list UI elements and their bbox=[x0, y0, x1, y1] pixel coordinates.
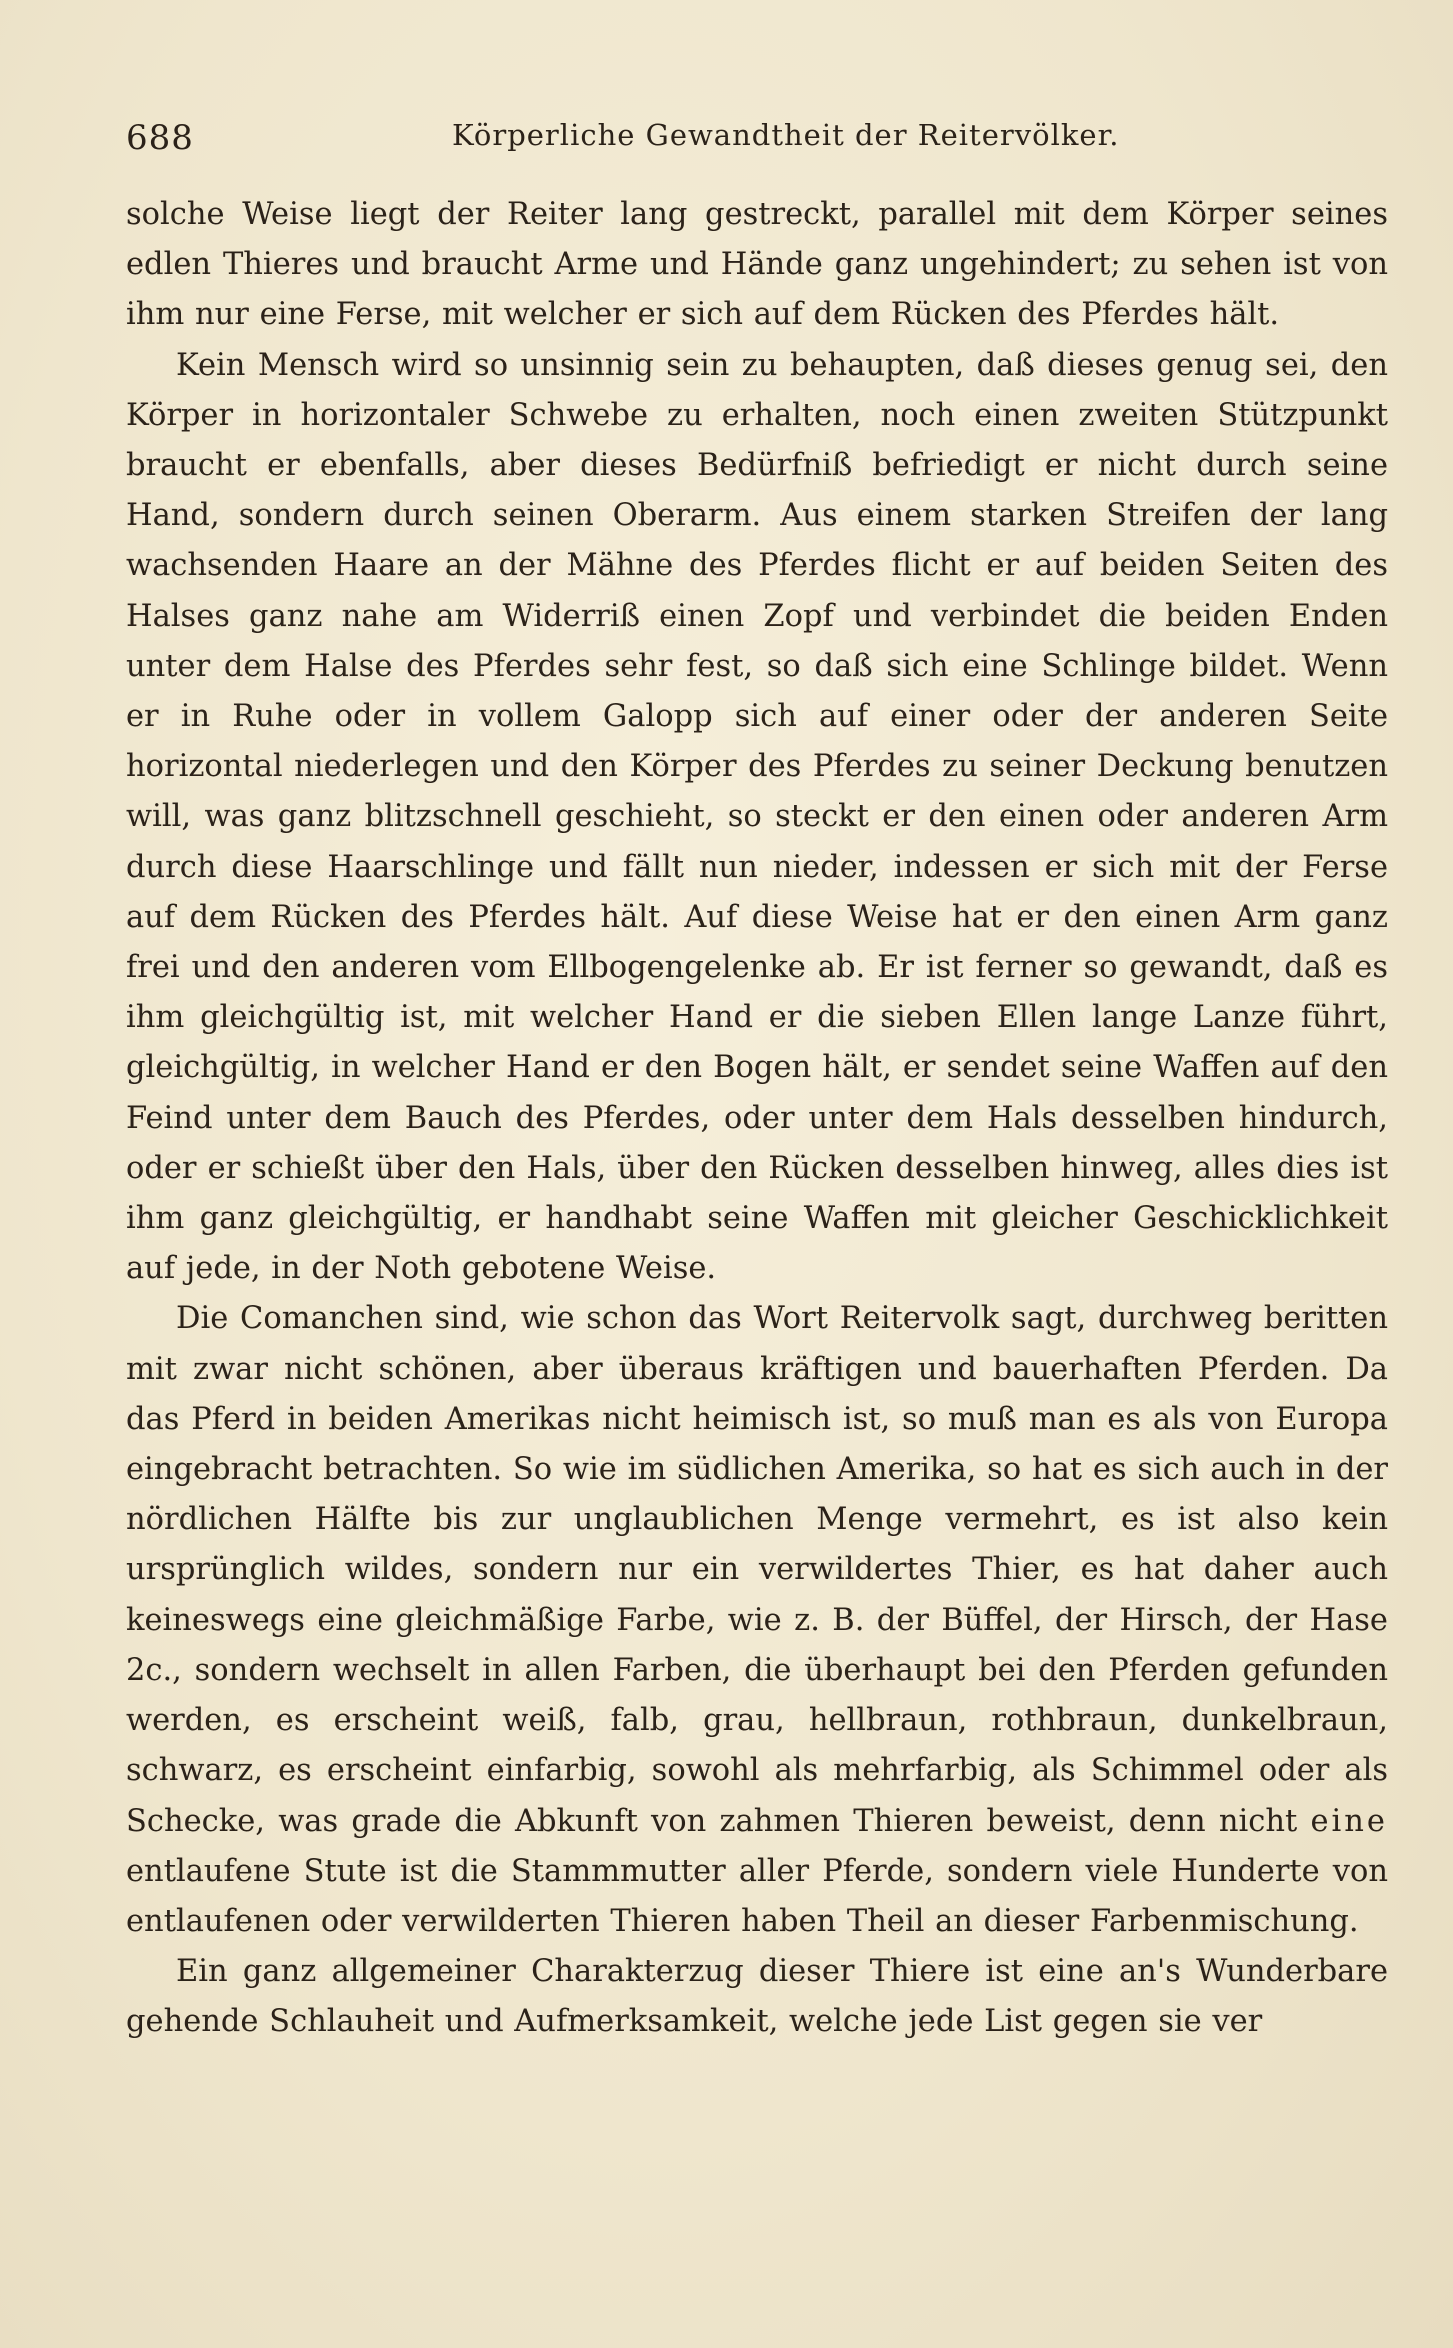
running-title: Körperliche Gewandtheit der Reitervölker. bbox=[452, 118, 1120, 152]
paragraph-3-text-after: entlaufene Stute ist die Stammmutter aller Pferde, sondern viele Hunderte von entlaufenen oder verwilderten Thieren haben Theil an dieser Farbenmischung. bbox=[126, 1853, 1388, 1939]
running-head bbox=[126, 112, 1388, 162]
paragraph-2: Kein Mensch wird so unsinnig sein zu behaupten, daß dieses genug sei, den Körper in horizontaler Schwebe zu erhalten, noch einen zweiten Stützpunkt braucht er ebenfalls, aber dieses Bedürfniß befriedigt er nicht durch seine Hand, sondern durch seinen Oberarm. Aus einem starken Streifen der lang wachsenden Haare an der Mähne des Pferdes flicht er auf beiden Seiten des Halses ganz nahe am Widerriß einen Zopf und verbindet die beiden Enden unter dem Halse des Pferdes sehr fest, so daß sich eine Schlinge bildet. Wenn er in Ruhe oder in vollem Galopp sich auf einer oder der anderen Seite horizontal niederlegen und den Körper des Pferdes zu seiner Deckung benutzen will, was ganz blitzschnell geschieht, so steckt er den einen oder anderen Arm durch diese Haarschlinge und fällt nun nieder, indessen er sich mit der Ferse auf dem Rücken des Pferdes hält. Auf diese Weise hat er den einen Arm ganz frei und den anderen vom Ellbogengelenke ab. Er ist ferner so gewandt, daß es ihm gleichgültig ist, mit welcher Hand er die sieben Ellen lange Lanze führt, gleichgültig, in welcher Hand er den Bogen hält, er sendet seine Waffen auf den Feind unter dem Bauch des Pferdes, oder unter dem Hals desselben hindurch, oder er schießt über den Hals, über den Rücken desselben hinweg, alles dies ist ihm ganz gleichgültig, er handhabt seine Waffen mit gleicher Geschicklichkeit auf jede, in der Noth gebotene Weise. bbox=[126, 347, 1388, 1287]
paragraph-3 bbox=[126, 1294, 1388, 1947]
paragraph-3-emphasis: eine bbox=[1310, 1803, 1388, 1839]
paragraph-4: Ein ganz allgemeiner Charakterzug dieser Thiere ist eine an's Wunderbare gehende Schlauheit und Aufmerksamkeit, welche jede List gegen sie ver bbox=[126, 1954, 1388, 2040]
page-number: 688 bbox=[126, 118, 194, 158]
body-text bbox=[126, 190, 1388, 2048]
paragraph-3-text-before: Die Comanchen sind, wie schon das Wort Reitervolk sagt, durchweg beritten mit zwar nicht schönen, aber überaus kräftigen und bauerhaften Pferden. Da das Pferd in beiden Amerikas nicht heimisch ist, so muß man es als von Europa eingebracht betrachten. So wie im südlichen Amerika, so hat es sich auch in der nördlichen Hälfte bis zur unglaublichen Menge vermehrt, es ist also kein ursprünglich wildes, sondern nur ein verwildertes Thier, es hat daher auch keineswegs eine gleichmäßige Farbe, wie z. B. der Büffel, der Hirsch, der Hase 2c., sondern wechselt in allen Farben, die überhaupt bei den Pferden gefunden werden, es erscheint weiß, falb, grau, hellbraun, rothbraun, dunkelbraun, schwarz, es erscheint einfarbig, sowohl als mehrfarbig, als Schimmel oder als Schecke, was grade die Abkunft von zahmen Thieren beweist, denn nicht bbox=[126, 1301, 1388, 1839]
paragraph-1: solche Weise liegt der Reiter lang gestreckt, parallel mit dem Körper seines edlen Thieres und braucht Arme und Hände ganz ungehindert; zu sehen ist von ihm nur eine Ferse, mit welcher er sich auf dem Rücken des Pferdes hält. bbox=[126, 197, 1388, 333]
